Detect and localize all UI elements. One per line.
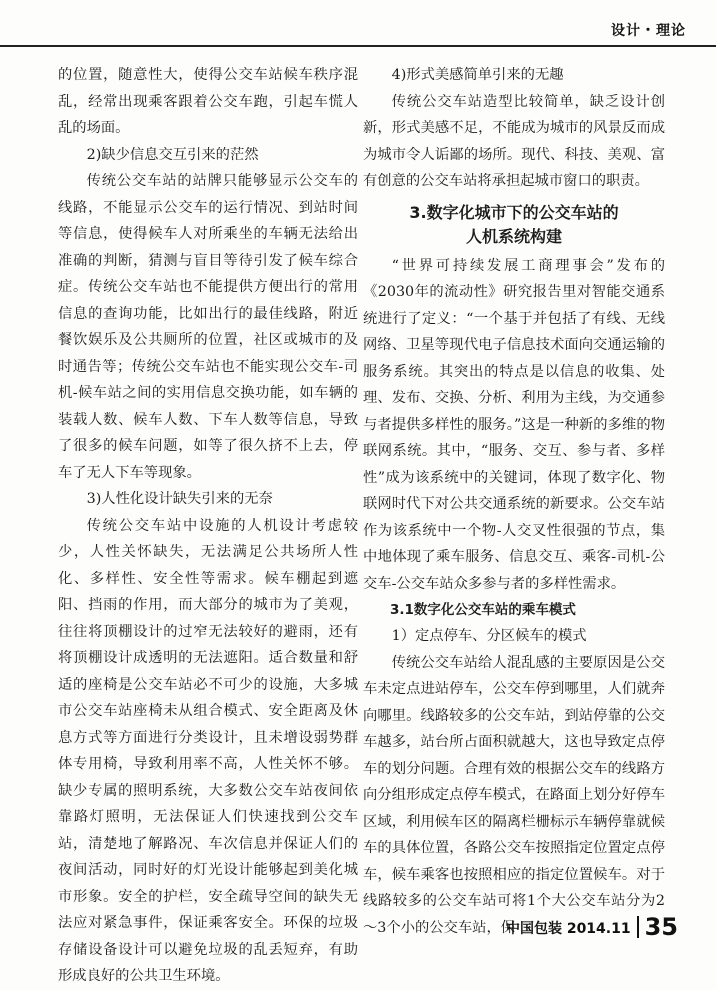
subheading: 1）定点停车、分区候车的模式 bbox=[391, 628, 587, 644]
paragraph: 传统公交车站给人混乱感的主要原因是公交车未定点进站停车，公交车停到哪里，人们就奔向哪里。线路较多的公交车站，到站停靠的公交车越多，站台所占面积就越大，这也导致定点停车的划分问题。合理有效的根据公交车的线路方向分组形成定点停车模式，在路面上划分好停车区域，利用候车区的隔离栏栅标示车辆停靠就候车的具体位置，各路公交车按照指定位置定点停车，候车乘客也按照相应的指定位置候车。对于线路较多的公交车站可将1个大公交车站分为2～3个小的公交车站，保 bbox=[363, 654, 665, 936]
footer-divider bbox=[637, 916, 639, 938]
subheading: 4)形式美感简单引来的无趣 bbox=[391, 67, 564, 83]
header-rule bbox=[0, 45, 716, 47]
right-column bbox=[363, 62, 665, 941]
section-title bbox=[363, 201, 665, 249]
paragraph: 传统公交车站中设施的人机设计考虑较少，人性关怀缺失，无法满足公共场所人性化、多样性、安全性等需求。候车棚起到遮阳、挡雨的作用，而大部分的城市为了美观，往往将顶棚设计的过窄无法较好的避雨，还有将顶棚设计成透明的无法遮阳。适合数量和舒适的座椅是公交车站必不可少的设施，大多城市公交车站座椅未从组合模式、安全距离及休息方式等方面进行分类设计，且未增设弱势群体专用椅，导致利用率不高，人性关怀不够。缺少专属的照明系统，大多数公交车站夜间依靠路灯照明，无法保证人们快速找到公交车站，清楚地了解路况、车次信息并保证人们的夜间活动，同时好的灯光设计能够起到美化城市形象。安全的护栏，安全疏导空间的缺失无法应对紧急事件，保证乘客安全。环保的垃圾存储设备设计可以避免垃圾的乱丢短弃，有助形成良好的公共卫生环境。 bbox=[58, 517, 358, 984]
left-column bbox=[58, 62, 358, 990]
subheading: 2)缺少信息交互引来的茫然 bbox=[86, 146, 259, 163]
section-tag: 设计・理论 bbox=[611, 23, 686, 39]
paragraph: 的位置，随意性大，使得公交车站候车秩序混乱，经常出现乘客跟着公交车跑，引起车慌人乱的场面。 bbox=[58, 67, 358, 136]
paragraph: 传统公交车站造型比较简单，缺乏设计创新，形式美感不足，不能成为城市的风景反而成为城市令人诟鄙的场所。现代、科技、美观、富有创意的公交车站将承担起城市窗口的职责。 bbox=[363, 93, 665, 189]
subsection-title: 3.1数字化公交车站的乘车模式 bbox=[390, 602, 576, 618]
subheading: 3)人性化设计缺失引来的无奈 bbox=[86, 491, 273, 507]
magazine-issue: 中国包装 2014.11 bbox=[505, 921, 631, 937]
paragraph: “世界可持续发展工商理事会”发布的《2030年的流动性》研究报告里对智能交通系统进行了定义：“一个基于并包括了有线、无线网络、卫星等现代电子信息技术面向交通运输的服务系统。其突出的特点是以信息的收集、处理、发布、交换、分析、利用为主线，为交通参与者提供多样性的服务。”这是一种新的多维的物联网系统。其中，“服务、交互、参与者、多样性”成为该系统中的关键词，体现了数字化、物联网时代下对公共交通系统的新要求。公交车站作为该系统中一个物-人交叉性很强的节点，集中地体现了乘车服务、信息交互、乘客-司机-公交车-公交车站众多参与者的多样性需求。 bbox=[363, 257, 665, 592]
section-title-line-2: 人机系统构建 bbox=[465, 226, 562, 246]
paragraph: 传统公交车站的站牌只能够显示公交车的线路，不能显示公交车的运行情况、到站时间等信息，使得候车人对所乘坐的车辆无法给出准确的判断，猜测与盲目等待引发了候车综合症。传统公交车站也不能提供方便出行的常用信息的查询功能，比如出行的最佳线路，附近餐饮娱乐及公共厕所的位置，社区或城市的及时通告等；传统公交车站也不能实现公交车-司机-候车站之间的实用信息交换功能，如车辆的装载人数、候车人数、下车人数等信息，导致了很多的候车问题，如等了很久挤不上去，停车了无人下车等现象。 bbox=[58, 173, 358, 481]
page-number: 35 bbox=[644, 913, 678, 941]
section-title-line-1: 3.数字化城市下的公交车站的 bbox=[409, 202, 619, 222]
page-header bbox=[0, 0, 716, 46]
page-footer bbox=[505, 913, 678, 941]
